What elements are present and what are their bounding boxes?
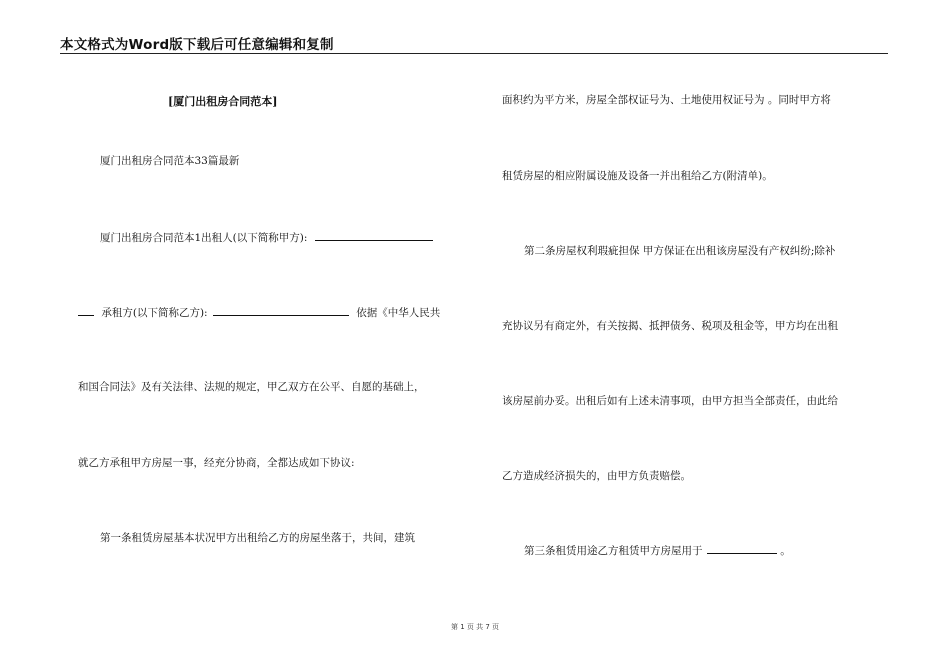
fill-in-blank [707,543,777,554]
fill-in-blank [213,305,349,316]
paragraph-line: 第二条房屋权利瑕疵担保 甲方保证在出租该房屋没有产权纠纷;除补 [524,245,836,257]
paragraph-text: 承租方(以下简称乙方): [101,307,208,319]
fill-in-blank [78,305,94,316]
paragraph-text: 第三条租赁用途乙方租赁甲方房屋用于 [524,545,703,557]
paragraph-line: 厦门出租房合同范本33篇最新 [100,155,240,167]
paragraph-line: 面积约为平方米，房屋全部权证号为、土地使用权证号为 。同时甲方将 [502,94,831,106]
paragraph-line: 就乙方承租甲方房屋一事，经充分协商，全都达成如下协议: [78,457,355,469]
document-header-banner: 本文格式为Word版下载后可任意编辑和复制 [60,37,334,53]
paragraph-line [78,305,440,320]
paragraph-text: 厦门出租房合同范本1出租人(以下简称甲方): [100,232,308,244]
paragraph-text: 。 [780,545,791,557]
fill-in-blank [315,230,433,241]
paragraph-line: 充协议另有商定外，有关按揭、抵押债务、税项及租金等，甲方均在出租 [502,320,838,332]
paragraph-line: 乙方造成经济损失的，由甲方负责赔偿。 [502,470,691,482]
header-divider [60,53,888,54]
paragraph-line: 第一条租赁房屋基本状况甲方出租给乙方的房屋坐落于，共间，建筑 [100,532,415,544]
paragraph-line: 和国合同法》及有关法律、法规的规定，甲乙双方在公平、自愿的基础上， [78,381,425,393]
paragraph-text: 依据《中华人民共 [356,307,441,319]
paragraph-line [524,543,791,558]
paragraph-line [100,230,433,245]
page-number-footer: 第 1 页 共 7 页 [450,623,500,631]
paragraph-line: 该房屋前办妥。出租后如有上述未清事项，由甲方担当全部责任，由此给 [502,395,838,407]
document-title: [厦门出租房合同范本] [168,95,278,108]
paragraph-line: 租赁房屋的相应附属设施及设备一并出租给乙方(附清单)。 [502,170,773,182]
